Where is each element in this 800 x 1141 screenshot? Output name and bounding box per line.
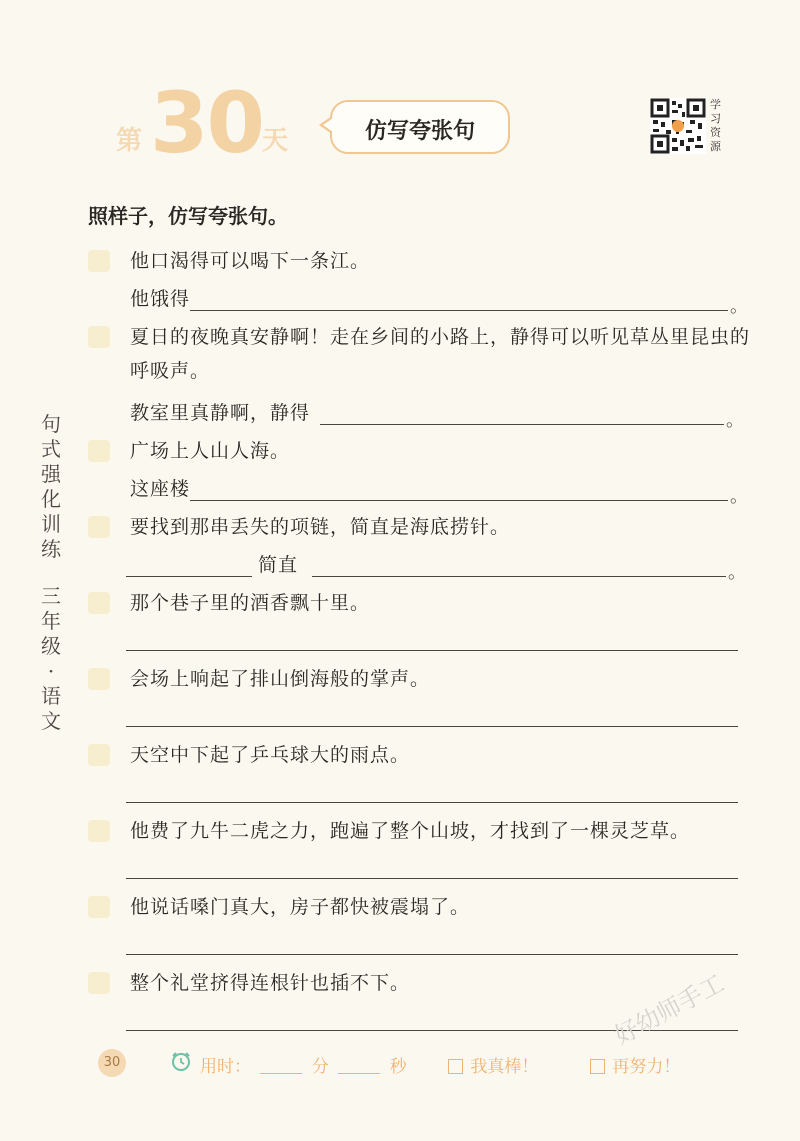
qr-label: 学习资源 (710, 98, 721, 153)
item-marker (88, 250, 110, 272)
item-marker (88, 744, 110, 766)
item-marker (88, 820, 110, 842)
answer-line[interactable] (320, 424, 724, 425)
watermark: 好幼师手工 (609, 969, 729, 1051)
answer-line[interactable] (126, 954, 738, 955)
item-marker (88, 516, 110, 538)
answer-line-first[interactable] (126, 576, 252, 577)
great-label: 我真棒！ (470, 1057, 539, 1077)
example-sentence: 那个巷子里的酒香飘十里。 (130, 592, 371, 614)
alarm-clock-icon (170, 1050, 192, 1072)
answer-line[interactable] (126, 650, 738, 651)
try-label: 再努力！ (612, 1057, 681, 1077)
item-marker (88, 592, 110, 614)
item-marker (88, 972, 110, 994)
second-label: 秒 (389, 1057, 407, 1077)
item-marker (88, 668, 110, 690)
self-rating-try[interactable] (590, 1052, 680, 1077)
answer-prefix: 这座楼 (130, 478, 191, 500)
time-record (200, 1052, 407, 1077)
answer-period: 。 (726, 410, 744, 431)
example-sentence: 夏日的夜晚真安静啊！走在乡间的小路上，静得可以听见草丛里昆虫的呼吸声。 (130, 326, 751, 382)
qr-code-icon[interactable] (650, 98, 706, 154)
answer-prefix: 他饿得 (130, 288, 191, 310)
page-number: 30 (98, 1049, 126, 1077)
item-marker (88, 440, 110, 462)
second-blank[interactable] (338, 1073, 380, 1074)
side-label-grade: 三年级·语文 (41, 584, 61, 733)
answer-line[interactable] (190, 310, 728, 311)
page-title: 仿写夸张句 (364, 118, 475, 144)
example-sentence: 会场上响起了排山倒海般的掌声。 (130, 668, 431, 690)
side-label-series: 句式强化训练 (41, 412, 61, 561)
example-sentence: 要找到那串丢失的项链，简直是海底捞针。 (130, 516, 511, 538)
minute-label: 分 (311, 1057, 329, 1077)
example-sentence: 他说话嗓门真大，房子都快被震塌了。 (130, 896, 471, 918)
answer-line-second[interactable] (312, 576, 726, 577)
title-bubble (330, 100, 510, 154)
example-sentence: 天空中下起了乒乓球大的雨点。 (130, 744, 411, 766)
self-rating-great[interactable] (448, 1052, 538, 1077)
great-checkbox[interactable] (448, 1059, 463, 1074)
instruction-text: 照样子，仿写夸张句。 (88, 204, 288, 228)
answer-line[interactable] (126, 802, 738, 803)
time-label: 用时： (200, 1057, 251, 1077)
example-sentence: 整个礼堂挤得连根针也插不下。 (130, 972, 411, 994)
answer-period: 。 (728, 562, 746, 583)
answer-line[interactable] (126, 878, 738, 879)
day-number: 30 (150, 74, 263, 172)
answer-middle: 简直 (258, 554, 299, 576)
answer-prefix: 教室里真静啊，静得 (130, 402, 311, 424)
try-checkbox[interactable] (590, 1059, 605, 1074)
example-sentence: 他费了九牛二虎之力，跑遍了整个山坡，才找到了一棵灵芝草。 (130, 820, 691, 842)
item-marker (88, 896, 110, 918)
day-prefix: 第 (116, 126, 143, 156)
answer-period: 。 (730, 296, 748, 317)
day-suffix: 天 (262, 126, 289, 156)
answer-line[interactable] (126, 726, 738, 727)
side-label (38, 412, 64, 734)
answer-period: 。 (730, 486, 748, 507)
example-sentence: 他口渴得可以喝下一条江。 (130, 250, 371, 272)
minute-blank[interactable] (260, 1073, 302, 1074)
example-sentence: 广场上人山人海。 (130, 440, 291, 462)
item-marker (88, 326, 110, 348)
answer-line[interactable] (190, 500, 728, 501)
